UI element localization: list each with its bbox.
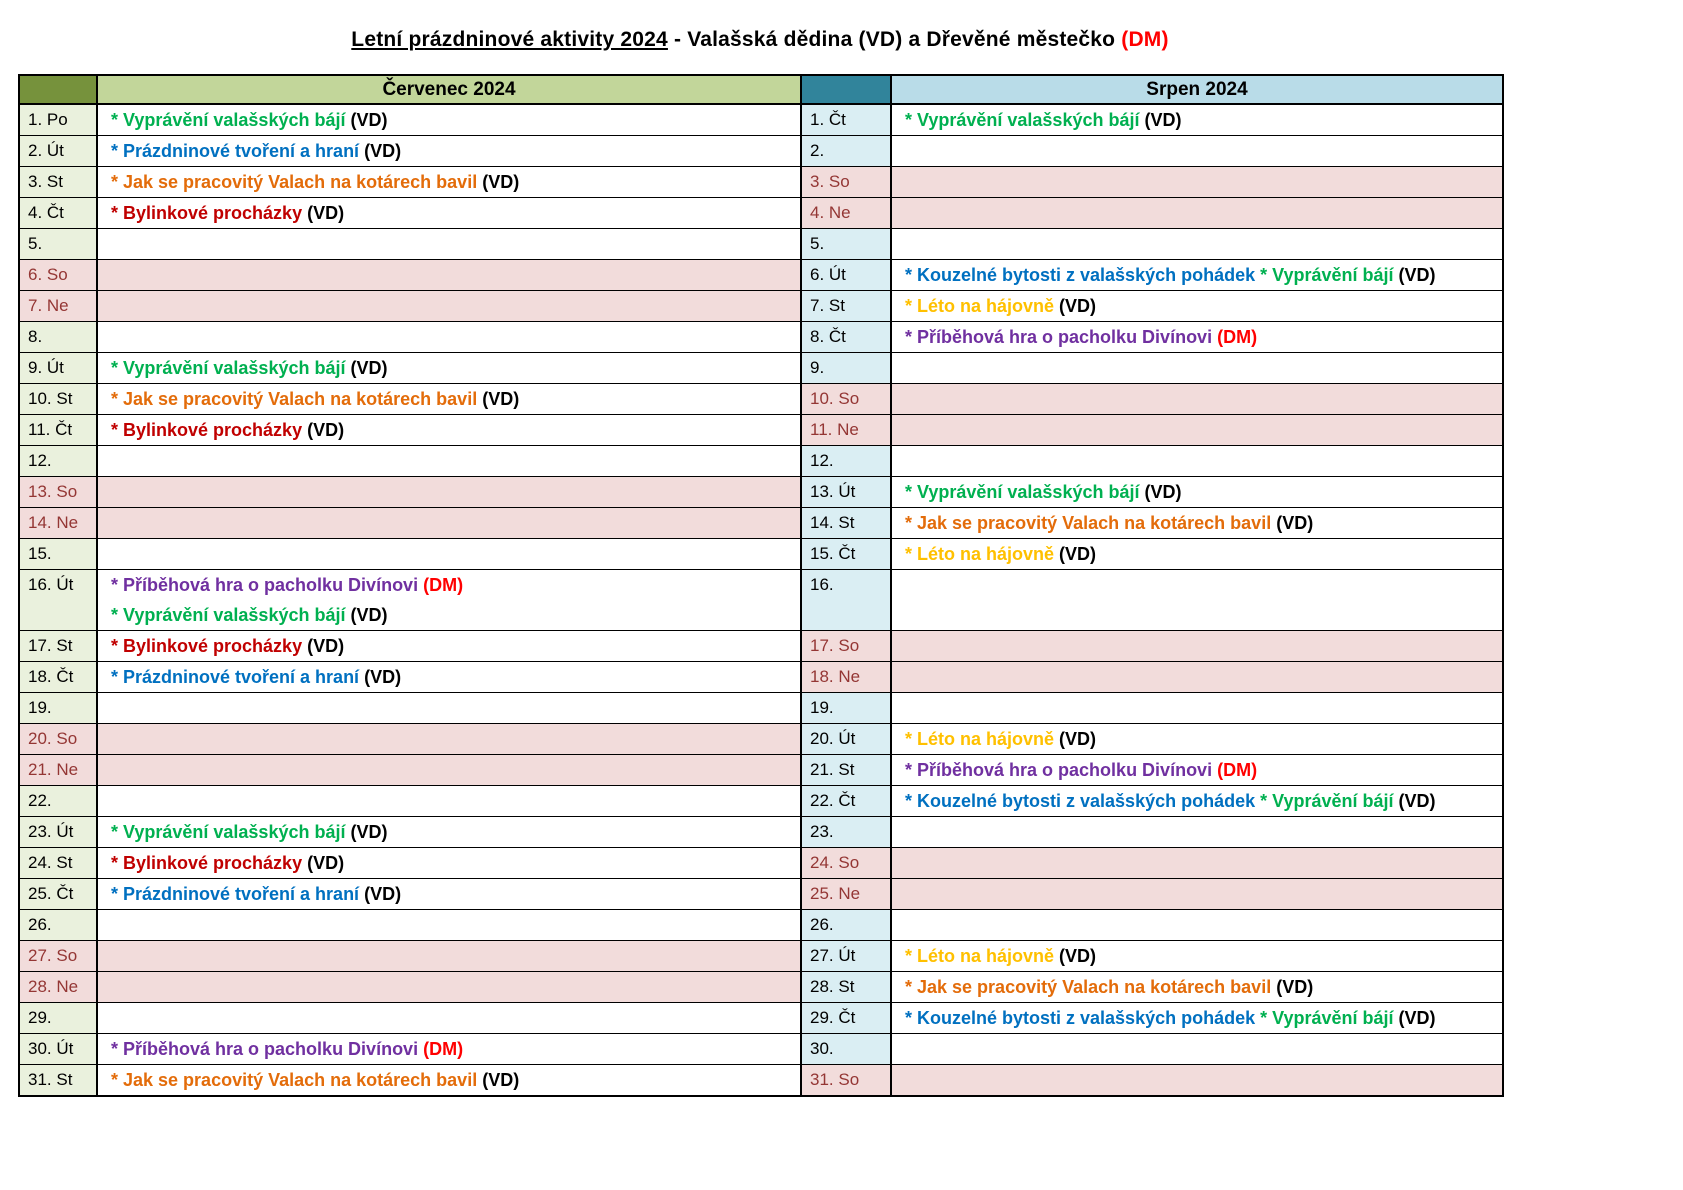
activity-text-segment: (DM) (1217, 760, 1258, 780)
activity-text-segment: * Vyprávění valašských bájí (111, 822, 351, 842)
august-activity-cell-11 (891, 415, 1503, 446)
july-activity-cell-13 (97, 477, 801, 508)
calendar-row-4 (19, 198, 1503, 229)
activity-entry (111, 570, 800, 600)
activity-text-segment: * Prázdninové tvoření a hraní (111, 667, 365, 687)
activity-text-segment: * Kouzelné bytosti z valašských pohádek (905, 265, 1261, 285)
activities-calendar-table (18, 74, 1504, 1097)
activity-text-segment: * Léto na hájovně (905, 544, 1060, 564)
activity-entry (905, 1003, 1502, 1033)
august-day-cell-26: 26. (801, 910, 891, 941)
july-day-cell-11: 11. Čt (19, 415, 97, 446)
july-activity-cell-28 (97, 972, 801, 1003)
july-day-cell-21: 21. Ne (19, 755, 97, 786)
august-activity-cell-15 (891, 539, 1503, 570)
activity-text-segment: * Jak se pracovitý Valach na kotárech bavil (905, 977, 1277, 997)
july-activity-cell-26 (97, 910, 801, 941)
august-activity-cell-27 (891, 941, 1503, 972)
activity-text-segment: (VD) (1059, 946, 1097, 966)
july-activity-cell-12 (97, 446, 801, 477)
activity-entry (905, 755, 1502, 785)
activity-text-segment: (VD) (350, 110, 388, 130)
calendar-row-20 (19, 724, 1503, 755)
august-day-cell-12: 12. (801, 446, 891, 477)
activity-text-segment: * Vyprávění valašských bájí (111, 110, 351, 130)
july-day-cell-12: 12. (19, 446, 97, 477)
calendar-row-28 (19, 972, 1503, 1003)
calendar-row-27 (19, 941, 1503, 972)
july-activity-cell-7 (97, 291, 801, 322)
activity-text-segment: (VD) (1059, 544, 1097, 564)
august-activity-cell-25 (891, 879, 1503, 910)
calendar-row-9 (19, 353, 1503, 384)
august-day-cell-31: 31. So (801, 1065, 891, 1097)
calendar-row-15 (19, 539, 1503, 570)
calendar-row-17 (19, 631, 1503, 662)
august-day-cell-29: 29. Čt (801, 1003, 891, 1034)
july-activity-cell-9 (97, 353, 801, 384)
calendar-row-2 (19, 136, 1503, 167)
august-activity-cell-21 (891, 755, 1503, 786)
calendar-row-8 (19, 322, 1503, 353)
activity-text-segment: (VD) (364, 667, 402, 687)
july-day-cell-27: 27. So (19, 941, 97, 972)
july-activity-cell-10 (97, 384, 801, 415)
august-day-cell-28: 28. St (801, 972, 891, 1003)
calendar-row-30 (19, 1034, 1503, 1065)
activity-entry (111, 600, 800, 630)
august-day-cell-24: 24. So (801, 848, 891, 879)
july-day-cell-20: 20. So (19, 724, 97, 755)
august-day-cell-20: 20. Út (801, 724, 891, 755)
august-day-cell-14: 14. St (801, 508, 891, 539)
august-day-cell-10: 10. So (801, 384, 891, 415)
activity-text-segment: * Bylinkové procházky (111, 203, 308, 223)
july-day-cell-22: 22. (19, 786, 97, 817)
july-day-cell-14: 14. Ne (19, 508, 97, 539)
activity-entry (111, 1065, 800, 1095)
july-day-cell-5: 5. (19, 229, 97, 260)
august-activity-cell-13 (891, 477, 1503, 508)
july-activity-cell-11 (97, 415, 801, 446)
activity-entry (905, 105, 1502, 135)
calendar-header-row (19, 75, 1503, 104)
july-activity-cell-27 (97, 941, 801, 972)
calendar-row-14 (19, 508, 1503, 539)
activity-text-segment: * Bylinkové procházky (111, 636, 308, 656)
july-day-cell-13: 13. So (19, 477, 97, 508)
activity-text-segment: * Jak se pracovitý Valach na kotárech bavil (111, 389, 483, 409)
august-day-cell-17: 17. So (801, 631, 891, 662)
activity-text-segment: (VD) (1276, 513, 1314, 533)
july-day-cell-15: 15. (19, 539, 97, 570)
activity-entry (905, 786, 1502, 816)
august-activity-cell-16 (891, 570, 1503, 631)
activity-text-segment: * Kouzelné bytosti z valašských pohádek (905, 791, 1261, 811)
july-corner-cell (19, 75, 97, 104)
activity-entry (905, 477, 1502, 507)
activity-entry (111, 879, 800, 909)
july-activity-cell-14 (97, 508, 801, 539)
activity-entry (111, 662, 800, 692)
august-activity-cell-31 (891, 1065, 1503, 1097)
july-activity-cell-8 (97, 322, 801, 353)
calendar-row-3 (19, 167, 1503, 198)
august-day-cell-22: 22. Čt (801, 786, 891, 817)
activity-text-segment: * Bylinkové procházky (111, 420, 308, 440)
july-activity-cell-3 (97, 167, 801, 198)
august-activity-cell-22 (891, 786, 1503, 817)
august-activity-cell-4 (891, 198, 1503, 229)
july-day-cell-24: 24. St (19, 848, 97, 879)
august-activity-cell-28 (891, 972, 1503, 1003)
calendar-row-29 (19, 1003, 1503, 1034)
activity-entry (905, 972, 1502, 1002)
activity-text-segment: * Vyprávění bájí (1260, 791, 1399, 811)
activity-text-segment: * Jak se pracovitý Valach na kotárech bavil (111, 172, 483, 192)
title-dm-tag: (DM) (1121, 28, 1169, 51)
calendar-row-23 (19, 817, 1503, 848)
july-activity-cell-22 (97, 786, 801, 817)
july-activity-cell-30 (97, 1034, 801, 1065)
july-day-cell-3: 3. St (19, 167, 97, 198)
july-day-cell-19: 19. (19, 693, 97, 724)
august-day-cell-3: 3. So (801, 167, 891, 198)
calendar-row-13 (19, 477, 1503, 508)
july-day-cell-16: 16. Út (19, 570, 97, 631)
august-day-cell-6: 6. Út (801, 260, 891, 291)
calendar-row-19 (19, 693, 1503, 724)
august-day-cell-25: 25. Ne (801, 879, 891, 910)
activity-text-segment: (VD) (1059, 729, 1097, 749)
activity-entry (905, 322, 1502, 352)
august-day-cell-21: 21. St (801, 755, 891, 786)
activity-entry (905, 941, 1502, 971)
activity-entry (111, 384, 800, 414)
july-day-cell-10: 10. St (19, 384, 97, 415)
activity-text-segment: * Příběhová hra o pacholku Divínovi (111, 1039, 424, 1059)
calendar-row-10 (19, 384, 1503, 415)
activity-text-segment: (VD) (482, 172, 520, 192)
activity-text-segment: (DM) (1217, 327, 1258, 347)
activity-entry (111, 817, 800, 847)
august-day-cell-16: 16. (801, 570, 891, 631)
activity-entry (905, 539, 1502, 569)
activity-entry (111, 415, 800, 445)
july-day-cell-7: 7. Ne (19, 291, 97, 322)
activity-text-segment: (VD) (482, 1070, 520, 1090)
activity-entry (111, 136, 800, 166)
august-activity-cell-20 (891, 724, 1503, 755)
august-activity-cell-24 (891, 848, 1503, 879)
july-activity-cell-5 (97, 229, 801, 260)
activity-text-segment: (VD) (1059, 296, 1097, 316)
page-title (0, 28, 1520, 52)
august-day-cell-1: 1. Čt (801, 104, 891, 136)
august-activity-cell-1 (891, 104, 1503, 136)
activity-text-segment: (VD) (350, 605, 388, 625)
july-activity-cell-4 (97, 198, 801, 229)
july-activity-cell-25 (97, 879, 801, 910)
activity-text-segment: * Léto na hájovně (905, 946, 1060, 966)
august-day-cell-13: 13. Út (801, 477, 891, 508)
activity-entry (111, 167, 800, 197)
july-day-cell-25: 25. Čt (19, 879, 97, 910)
august-activity-cell-18 (891, 662, 1503, 693)
calendar-row-5 (19, 229, 1503, 260)
august-activity-cell-26 (891, 910, 1503, 941)
activity-text-segment: (VD) (1276, 977, 1314, 997)
july-day-cell-4: 4. Čt (19, 198, 97, 229)
july-day-cell-30: 30. Út (19, 1034, 97, 1065)
august-day-cell-23: 23. (801, 817, 891, 848)
july-activity-cell-21 (97, 755, 801, 786)
activity-text-segment: * Jak se pracovitý Valach na kotárech bavil (111, 1070, 483, 1090)
activity-text-segment: * Prázdninové tvoření a hraní (111, 884, 365, 904)
activity-text-segment: (VD) (307, 420, 345, 440)
august-activity-cell-30 (891, 1034, 1503, 1065)
activity-entry (905, 260, 1502, 290)
august-activity-cell-19 (891, 693, 1503, 724)
activity-entry (111, 353, 800, 383)
august-corner-cell (801, 75, 891, 104)
activity-text-segment: (VD) (1144, 110, 1182, 130)
july-activity-cell-24 (97, 848, 801, 879)
august-activity-cell-12 (891, 446, 1503, 477)
july-day-cell-28: 28. Ne (19, 972, 97, 1003)
activity-text-segment: (VD) (307, 853, 345, 873)
july-month-header: Červenec 2024 (97, 75, 801, 104)
activity-text-segment: (VD) (350, 358, 388, 378)
activity-text-segment: * Prázdninové tvoření a hraní (111, 141, 365, 161)
activity-text-segment: (VD) (1398, 1008, 1436, 1028)
july-day-cell-18: 18. Čt (19, 662, 97, 693)
activity-entry (111, 848, 800, 878)
calendar-row-21 (19, 755, 1503, 786)
august-day-cell-5: 5. (801, 229, 891, 260)
activity-text-segment: (DM) (423, 575, 464, 595)
activity-entry (111, 105, 800, 135)
august-activity-cell-6 (891, 260, 1503, 291)
title-main: Letní prázdninové aktivity 2024 (351, 28, 668, 51)
calendar-row-16 (19, 570, 1503, 631)
august-activity-cell-7 (891, 291, 1503, 322)
activity-text-segment: (DM) (423, 1039, 464, 1059)
august-activity-cell-3 (891, 167, 1503, 198)
august-activity-cell-14 (891, 508, 1503, 539)
activity-text-segment: (VD) (307, 636, 345, 656)
august-day-cell-18: 18. Ne (801, 662, 891, 693)
august-activity-cell-8 (891, 322, 1503, 353)
calendar-row-6 (19, 260, 1503, 291)
august-activity-cell-29 (891, 1003, 1503, 1034)
calendar-row-31 (19, 1065, 1503, 1097)
activity-entry (905, 724, 1502, 754)
august-day-cell-19: 19. (801, 693, 891, 724)
august-day-cell-27: 27. Út (801, 941, 891, 972)
july-activity-cell-20 (97, 724, 801, 755)
calendar-row-22 (19, 786, 1503, 817)
july-day-cell-31: 31. St (19, 1065, 97, 1097)
activity-text-segment: (VD) (350, 822, 388, 842)
activity-text-segment: * Vyprávění valašských bájí (905, 482, 1145, 502)
august-day-cell-30: 30. (801, 1034, 891, 1065)
activity-text-segment: * Léto na hájovně (905, 729, 1060, 749)
activity-entry (111, 198, 800, 228)
july-day-cell-9: 9. Út (19, 353, 97, 384)
july-day-cell-17: 17. St (19, 631, 97, 662)
july-activity-cell-19 (97, 693, 801, 724)
july-activity-cell-31 (97, 1065, 801, 1097)
activity-text-segment: * Vyprávění valašských bájí (111, 605, 351, 625)
july-activity-cell-6 (97, 260, 801, 291)
activity-text-segment: * Příběhová hra o pacholku Divínovi (905, 760, 1218, 780)
july-day-cell-23: 23. Út (19, 817, 97, 848)
calendar-row-1 (19, 104, 1503, 136)
july-activity-cell-23 (97, 817, 801, 848)
activity-text-segment: * Kouzelné bytosti z valašských pohádek (905, 1008, 1261, 1028)
july-day-cell-1: 1. Po (19, 104, 97, 136)
july-day-cell-29: 29. (19, 1003, 97, 1034)
august-activity-cell-5 (891, 229, 1503, 260)
activity-text-segment: (VD) (1398, 791, 1436, 811)
activity-text-segment: (VD) (364, 141, 402, 161)
calendar-row-18 (19, 662, 1503, 693)
activity-text-segment: * Vyprávění valašských bájí (905, 110, 1145, 130)
august-day-cell-8: 8. Čt (801, 322, 891, 353)
activity-text-segment: (VD) (1398, 265, 1436, 285)
activity-text-segment: (VD) (482, 389, 520, 409)
document-page (0, 28, 1683, 1190)
july-day-cell-26: 26. (19, 910, 97, 941)
calendar-row-26 (19, 910, 1503, 941)
activity-entry (111, 1034, 800, 1064)
july-day-cell-2: 2. Út (19, 136, 97, 167)
july-day-cell-6: 6. So (19, 260, 97, 291)
activity-text-segment: * Příběhová hra o pacholku Divínovi (905, 327, 1218, 347)
august-activity-cell-10 (891, 384, 1503, 415)
activity-entry (905, 508, 1502, 538)
august-day-cell-11: 11. Ne (801, 415, 891, 446)
calendar-row-12 (19, 446, 1503, 477)
august-activity-cell-23 (891, 817, 1503, 848)
july-activity-cell-15 (97, 539, 801, 570)
august-activity-cell-2 (891, 136, 1503, 167)
activity-text-segment: * Bylinkové procházky (111, 853, 308, 873)
august-day-cell-7: 7. St (801, 291, 891, 322)
august-day-cell-9: 9. (801, 353, 891, 384)
august-day-cell-4: 4. Ne (801, 198, 891, 229)
activity-text-segment: * Vyprávění valašských bájí (111, 358, 351, 378)
activity-text-segment: (VD) (307, 203, 345, 223)
july-activity-cell-18 (97, 662, 801, 693)
july-activity-cell-2 (97, 136, 801, 167)
activity-entry (905, 291, 1502, 321)
activity-text-segment: * Vyprávění bájí (1260, 265, 1399, 285)
july-day-cell-8: 8. (19, 322, 97, 353)
august-activity-cell-17 (891, 631, 1503, 662)
august-day-cell-15: 15. Čt (801, 539, 891, 570)
july-activity-cell-1 (97, 104, 801, 136)
calendar-row-11 (19, 415, 1503, 446)
august-activity-cell-9 (891, 353, 1503, 384)
calendar-row-24 (19, 848, 1503, 879)
august-day-cell-2: 2. (801, 136, 891, 167)
july-activity-cell-17 (97, 631, 801, 662)
activity-text-segment: * Vyprávění bájí (1260, 1008, 1399, 1028)
activity-text-segment: * Léto na hájovně (905, 296, 1060, 316)
title-subtitle: - Valašská dědina (VD) a Dřevěné městečko (667, 28, 1122, 51)
july-activity-cell-29 (97, 1003, 801, 1034)
activity-text-segment: * Jak se pracovitý Valach na kotárech bavil (905, 513, 1277, 533)
activity-entry (111, 631, 800, 661)
activity-text-segment: (VD) (1144, 482, 1182, 502)
calendar-row-25 (19, 879, 1503, 910)
activity-text-segment: (VD) (364, 884, 402, 904)
calendar-row-7 (19, 291, 1503, 322)
july-activity-cell-16 (97, 570, 801, 631)
activity-text-segment: * Příběhová hra o pacholku Divínovi (111, 575, 424, 595)
august-month-header: Srpen 2024 (891, 75, 1503, 104)
